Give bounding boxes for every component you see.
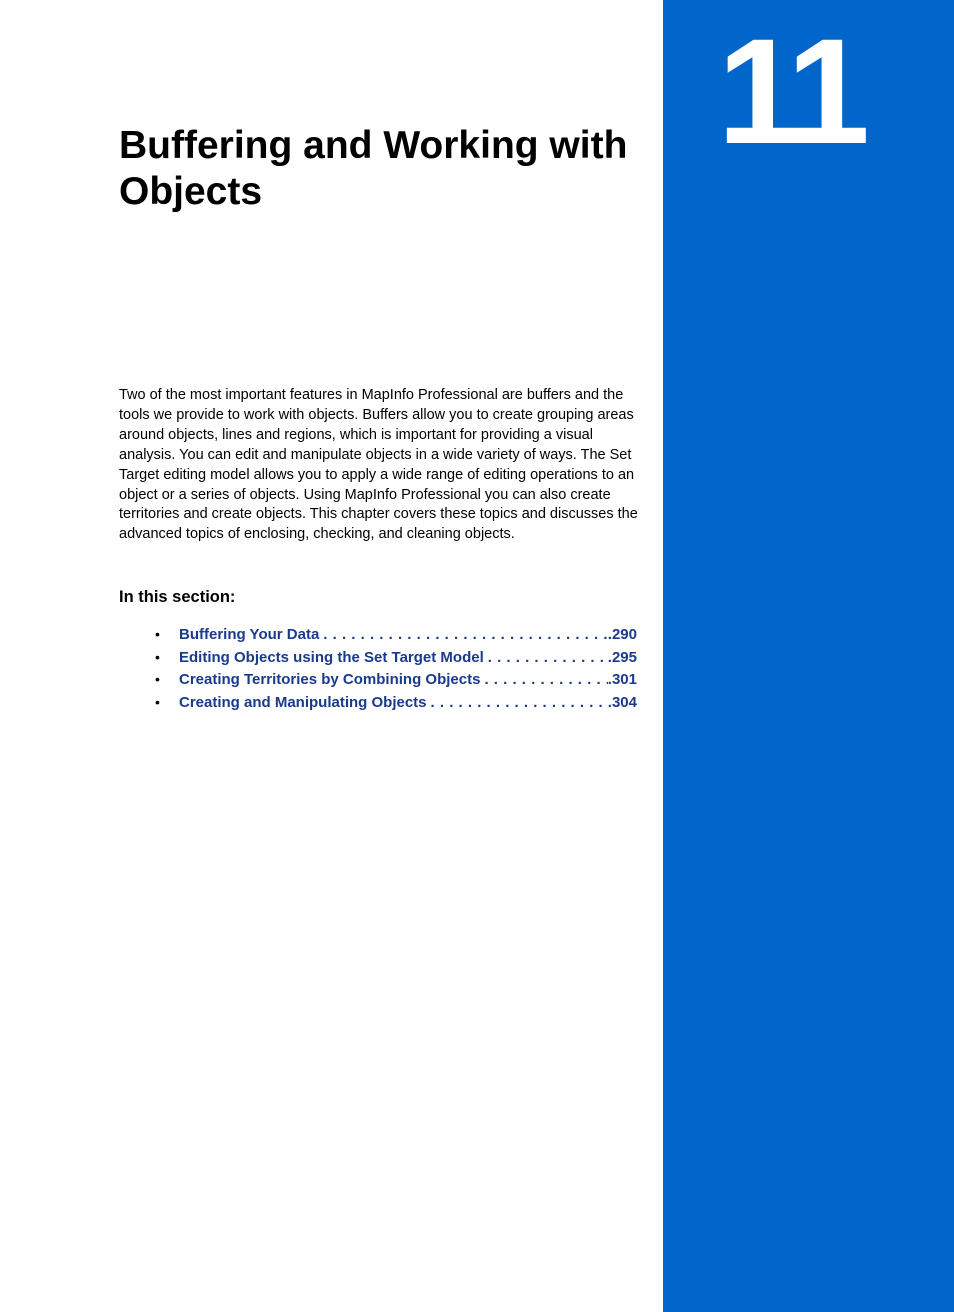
chapter-side-band <box>663 0 954 1312</box>
toc-item-page[interactable]: .301 <box>607 671 637 688</box>
section-heading: In this section: <box>119 588 236 606</box>
toc-item-title[interactable]: Creating and Manipulating Objects <box>179 693 427 711</box>
toc-item-title[interactable]: Creating Territories by Combining Objects <box>179 671 481 688</box>
intro-paragraph: Two of the most important features in MapInfo Professional are buffers and the tools we provide to work with objects. Buffers allow you to create grouping areas around objects, lines and regions, which is important for providing a visual analysis. You can edit and manipulate objects in a wide variety of ways. The Set Target editing model allows you to apply a wide range of editing operations to an object or a series of objects. Using MapInfo Professional you can also create territories and create objects. This chapter covers these topics and discusses the advanced topics of enclosing, checking, and cleaning objects. <box>119 387 638 543</box>
bullet: • <box>155 648 160 665</box>
toc-item-creating-manipulating-objects[interactable] <box>155 691 637 714</box>
chapter-title: Buffering and Working with Objects <box>119 124 628 213</box>
bullet: • <box>155 626 160 642</box>
toc-item-title[interactable]: Editing Objects using the Set Target Model <box>179 648 484 666</box>
section-toc <box>155 623 637 713</box>
toc-dot-leader <box>319 624 608 647</box>
toc-item-editing-objects[interactable] <box>155 646 637 669</box>
toc-item-creating-territories[interactable] <box>155 668 637 691</box>
toc-item-page[interactable]: .304 <box>607 693 637 711</box>
bullet: • <box>155 671 160 687</box>
toc-dot-leader <box>480 669 607 692</box>
toc-dot-leader <box>427 692 608 715</box>
chapter-number: 11 <box>717 7 864 175</box>
toc-item-buffering-your-data[interactable] <box>155 623 637 646</box>
toc-item-page[interactable]: .290 <box>607 626 637 643</box>
bullet: • <box>155 693 160 710</box>
toc-item-page[interactable]: .295 <box>607 648 637 666</box>
toc-item-title[interactable]: Buffering Your Data <box>179 626 320 643</box>
toc-dot-leader <box>484 647 608 670</box>
